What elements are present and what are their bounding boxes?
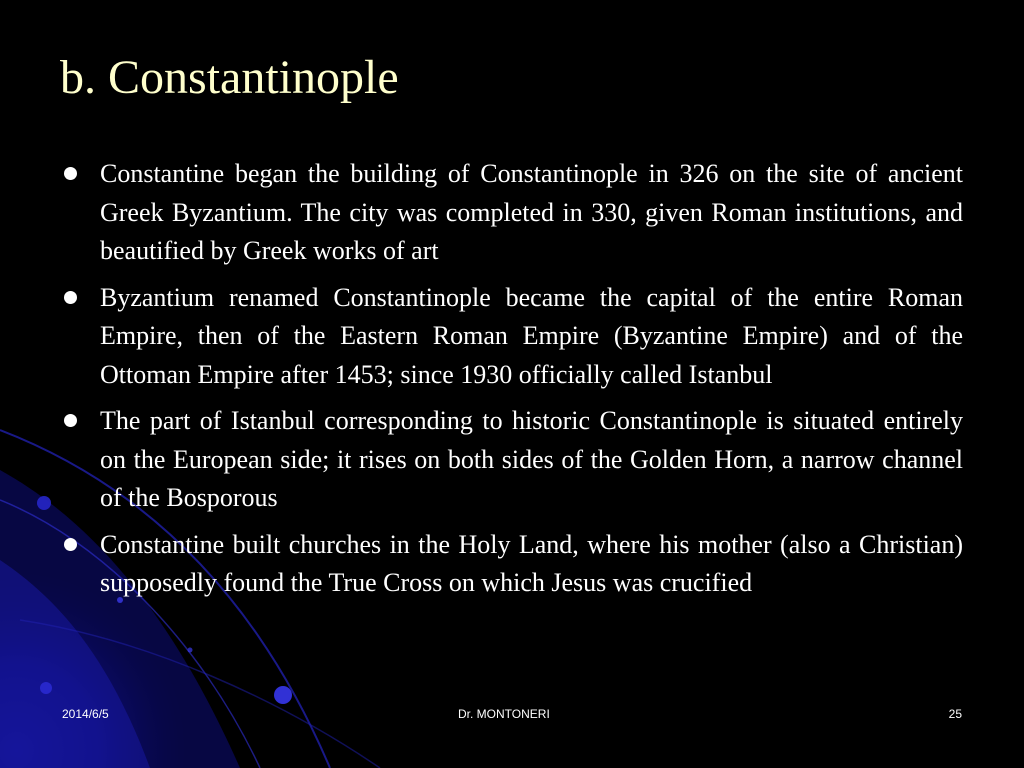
bullet-item	[60, 402, 963, 518]
bullet-item	[60, 526, 963, 603]
bullet-text: Byzantium renamed Constantinople became the capital of the entire Roman Empire, then of the Eastern Roman Empire (Byzantine Empire) and of the Ottoman Empire after 1453; since 1930 officially called Istanbul	[100, 282, 963, 389]
footer-date: 2014/6/5	[62, 707, 109, 721]
bullet-item	[60, 155, 963, 271]
bullet-list	[60, 155, 963, 611]
bullet-text: Constantine built churches in the Holy Land, where his mother (also a Christian) supposedly found the True Cross on which Jesus was crucified	[100, 529, 963, 597]
bullet-text: Constantine began the building of Constantinople in 326 on the site of ancient Greek Byzantium. The city was completed in 330, given Roman institutions, and beautified by Greek works of art	[100, 159, 963, 265]
slide-title: b. Constantinople	[60, 51, 399, 104]
bullet-text: The part of Istanbul corresponding to historic Constantinople is situated entirely on the European side; it rises on both sides of the Golden Horn, a narrow channel of the Bosporous	[100, 406, 963, 512]
bullet-item	[60, 279, 963, 395]
bullet-dot-icon	[64, 538, 77, 551]
bullet-dot-icon	[64, 167, 77, 180]
footer-author: Dr. MONTONERI	[458, 707, 550, 721]
bullet-dot-icon	[64, 414, 77, 427]
footer-page-number: 25	[948, 707, 962, 721]
bullet-dot-icon	[64, 291, 77, 304]
